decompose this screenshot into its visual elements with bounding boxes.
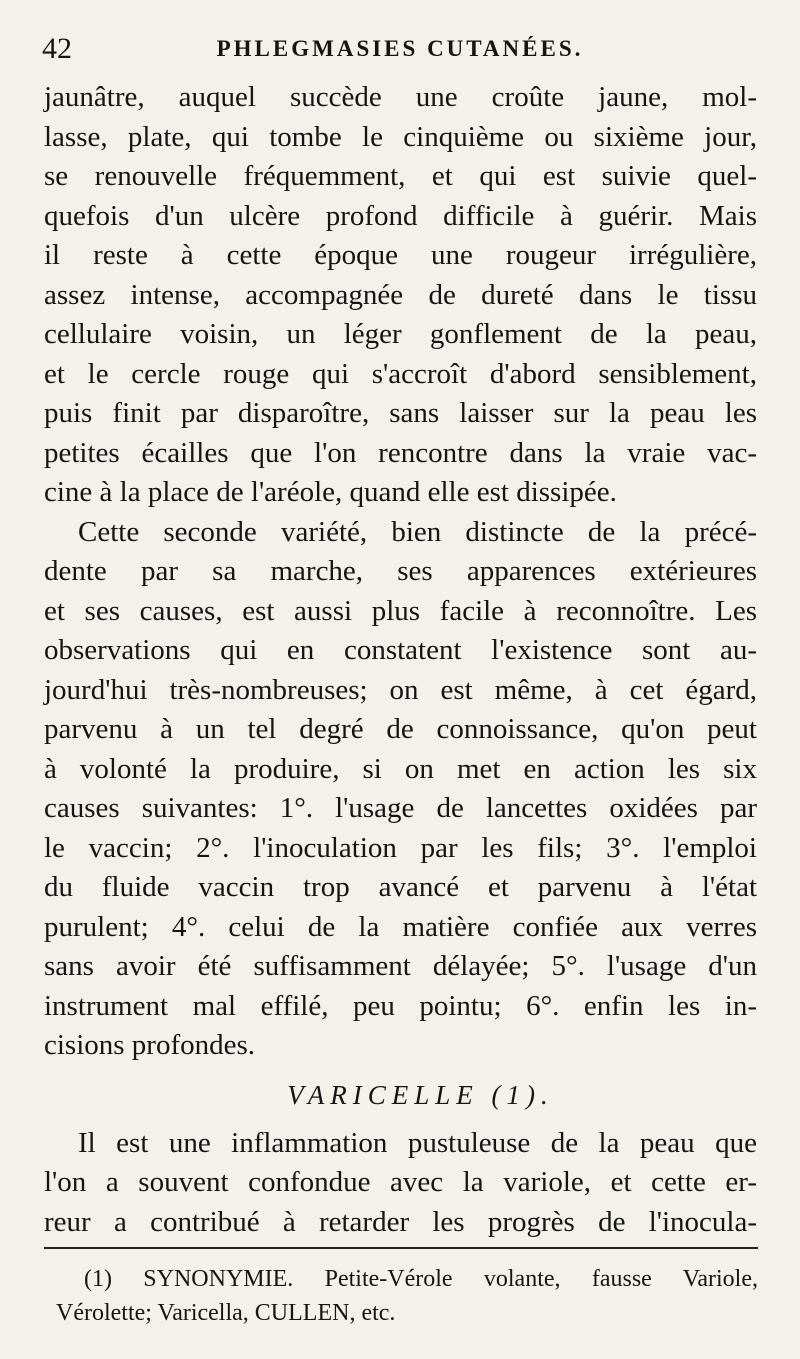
text-line: du fluide vaccin trop avancé et parvenu à l'état xyxy=(44,871,757,903)
text-line: jaunâtre, auquel succède une croûte jaune, mol- xyxy=(44,81,757,113)
text-line: assez intense, accompagnée de dureté dans le tissu xyxy=(44,278,757,311)
footnote-divider xyxy=(44,1247,758,1249)
page-number: 42 xyxy=(42,32,72,65)
text-line: jourd'hui très-nombreuses; on est même, à cet égard, xyxy=(44,673,757,706)
body-text xyxy=(44,78,757,1242)
paragraph-2 xyxy=(44,513,757,1066)
text-line: et ses causes, est aussi plus facile à reconnoître. Les xyxy=(44,594,757,627)
footnote xyxy=(56,1262,758,1330)
text-line: petites écailles que l'on rencontre dans la vraie vac- xyxy=(44,436,757,469)
text-line: parvenu à un tel degré de connoissance, qu'on peut xyxy=(44,713,757,745)
footnote-line: Vérolette; Varicella, CULLEN, etc. xyxy=(56,1300,396,1326)
text-line: Il est une inflammation pustuleuse de la peau que xyxy=(78,1126,757,1159)
paragraph-1 xyxy=(44,78,757,513)
text-line: cisions profondes. xyxy=(44,1029,256,1061)
text-line: le vaccin; 2°. l'inoculation par les fils; 3°. l'emploi xyxy=(44,831,757,864)
text-line: quefois d'un ulcère profond difficile à guérir. Mais xyxy=(44,199,757,232)
text-line: l'on a souvent confondue avec la variole, et cette er- xyxy=(44,1166,757,1198)
text-line: observations qui en constatent l'existence sont au- xyxy=(44,634,757,666)
text-line: causes suivantes: 1°. l'usage de lancettes oxidées par xyxy=(44,792,757,824)
text-line: instrument mal effilé, peu pointu; 6°. enfin les in- xyxy=(44,989,757,1022)
section-heading: VARICELLE (1). xyxy=(287,1079,554,1110)
text-line: et le cercle rouge qui s'accroît d'abord sensiblement, xyxy=(44,357,757,390)
text-line: dente par sa marche, ses apparences extérieures xyxy=(44,555,757,587)
paragraph-3 xyxy=(44,1124,757,1243)
text-line: puis finit par disparoître, sans laisser sur la peau les xyxy=(44,397,757,429)
text-line: il reste à cette époque une rougeur irrégulière, xyxy=(44,239,757,271)
text-line: cellulaire voisin, un léger gonflement de la peau, xyxy=(44,318,757,350)
text-line: Cette seconde variété, bien distincte de la précé- xyxy=(78,515,757,548)
text-line: purulent; 4°. celui de la matière confiée aux verres xyxy=(44,910,757,943)
text-line: se renouvelle fréquemment, et qui est suivie quel- xyxy=(44,160,757,192)
text-line: reur a contribué à retarder les progrès de l'inocula- xyxy=(44,1205,757,1238)
text-line: cine à la place de l'aréole, quand elle est dissipée. xyxy=(44,476,617,508)
text-line: à volonté la produire, si on met en action les six xyxy=(44,752,757,785)
running-title: PHLEGMASIES CUTANÉES. xyxy=(216,36,584,61)
text-line: lasse, plate, qui tombe le cinquième ou sixième jour, xyxy=(44,120,757,153)
page-header xyxy=(42,32,758,72)
text-line: sans avoir été suffisamment délayée; 5°. l'usage d'un xyxy=(44,950,757,982)
footnote-line: (1) SYNONYMIE. Petite-Vérole volante, fausse Variole, xyxy=(84,1266,758,1292)
